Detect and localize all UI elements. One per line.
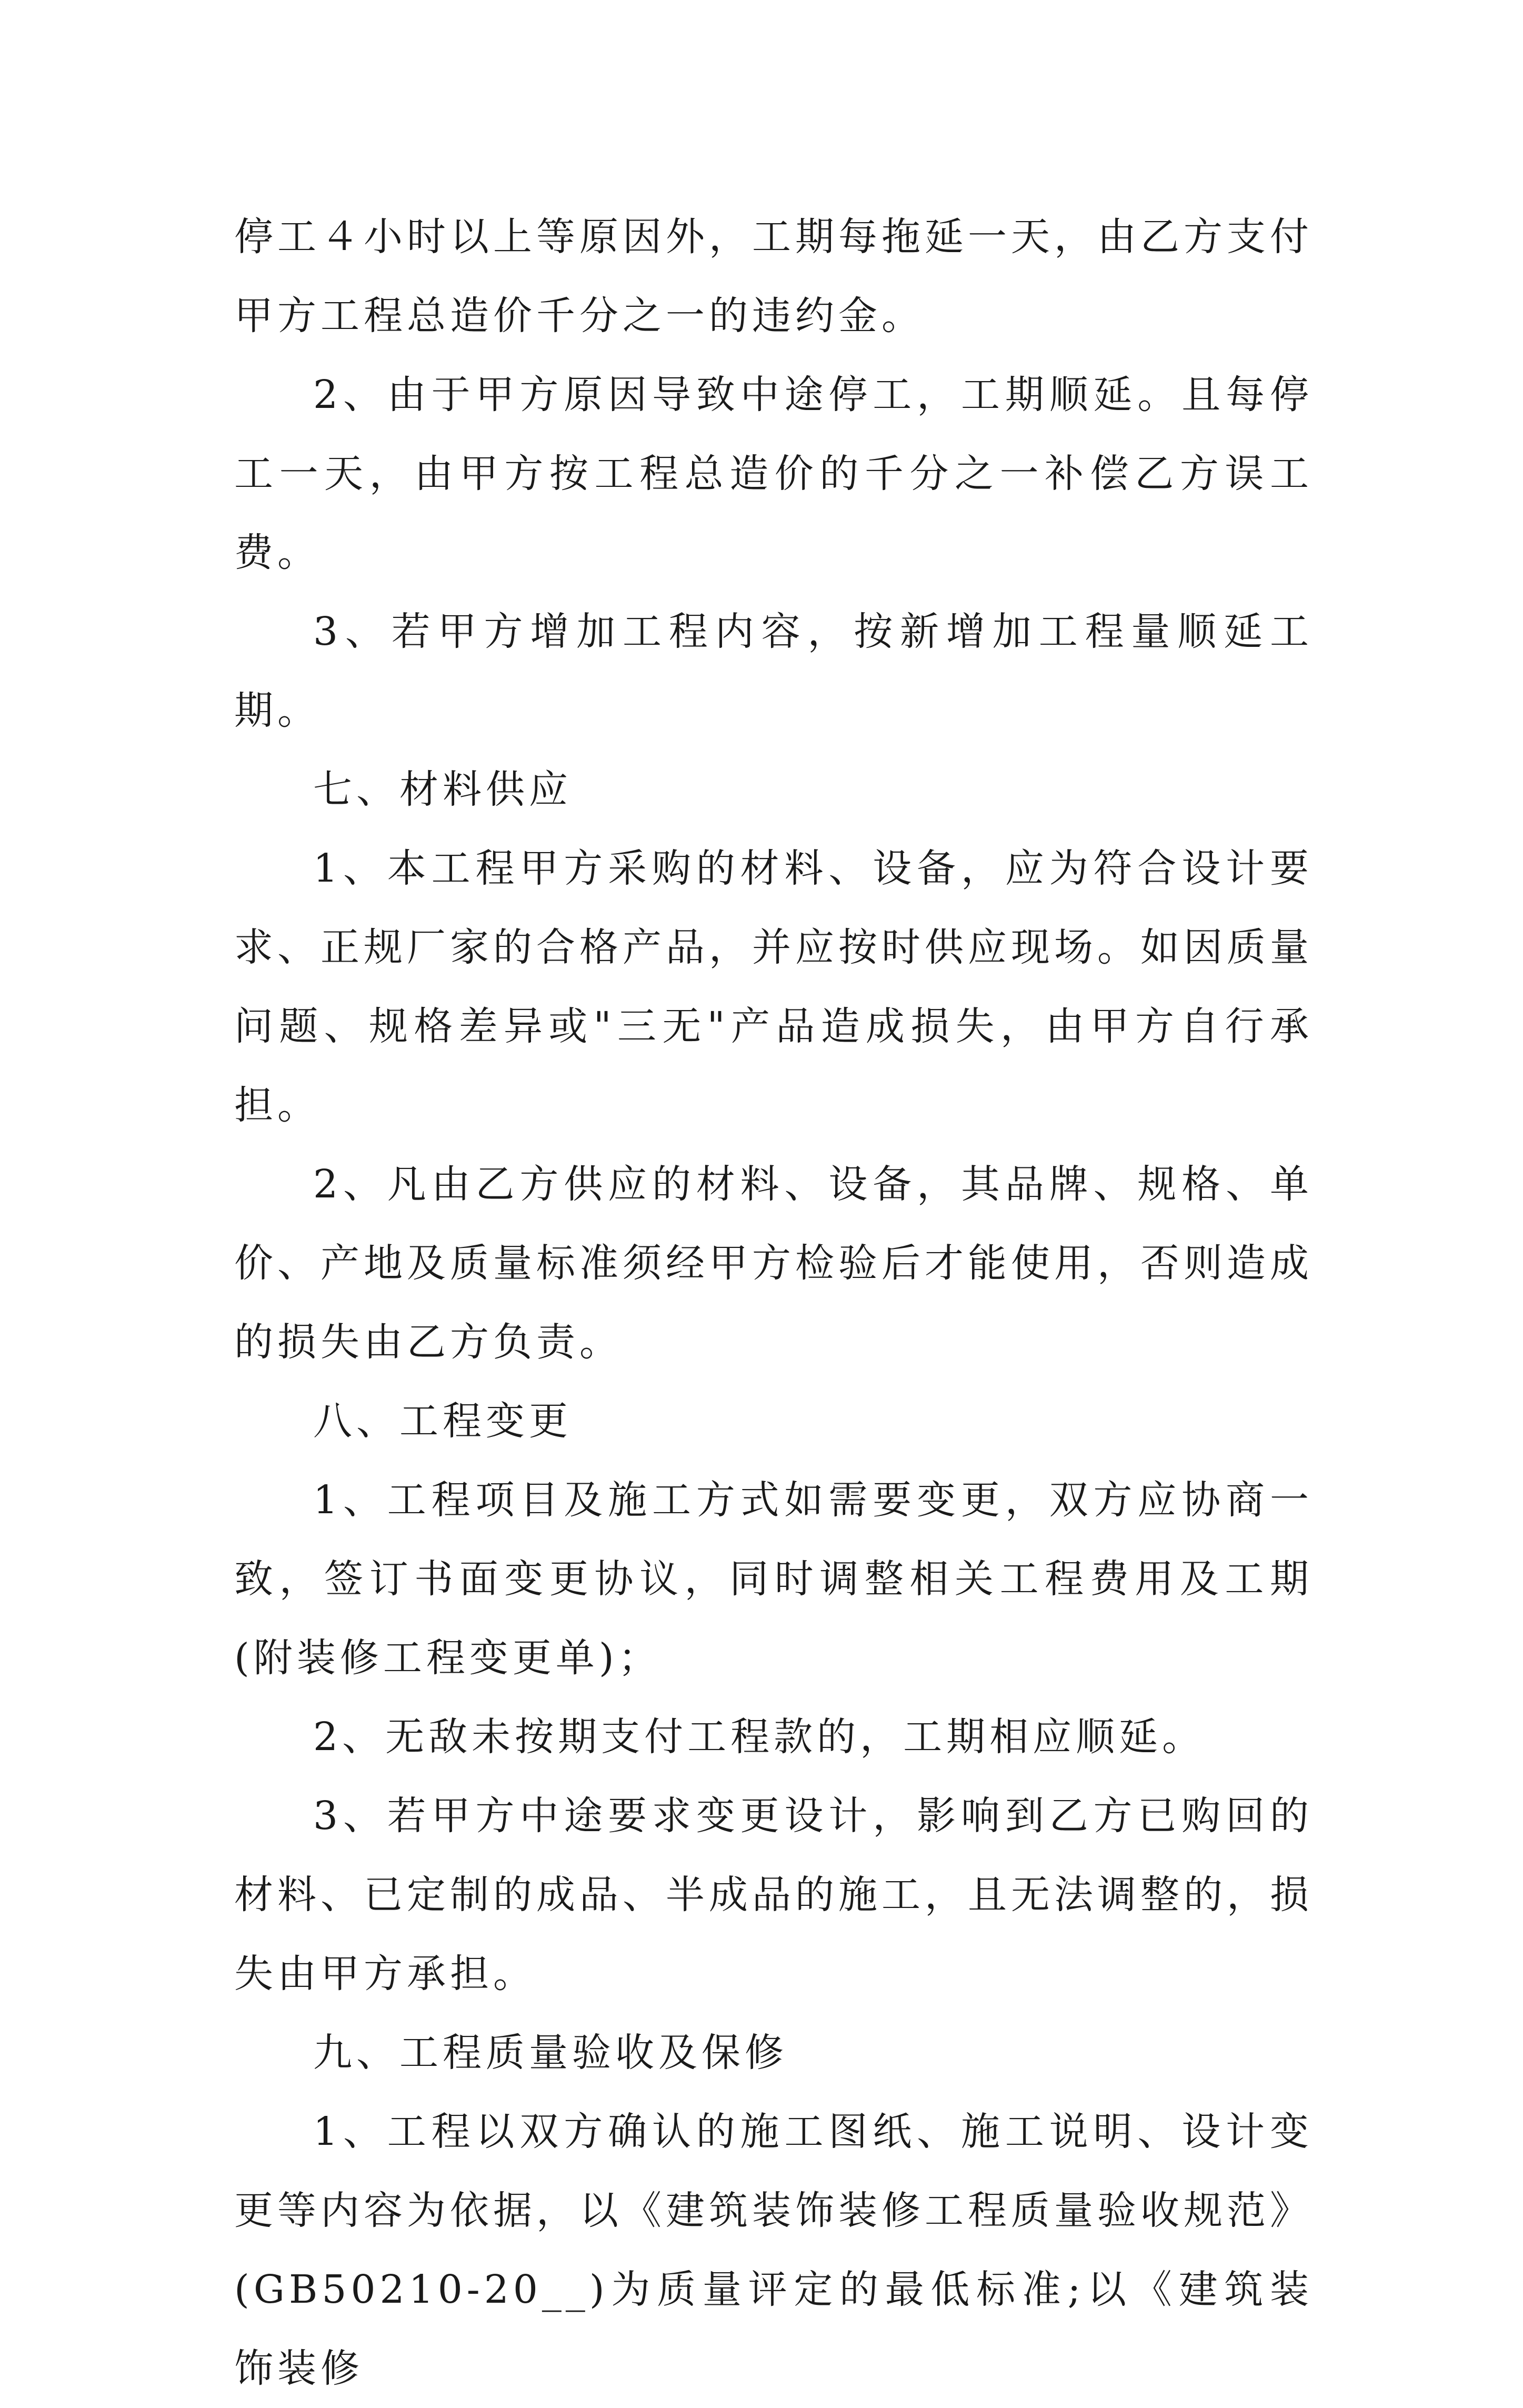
paragraph-quality-standard: 1、工程以双方确认的施工图纸、施工说明、设计变更等内容为依据，以《建筑装饰装修工程质量验收规范》(GB50210-20__)为质量评定的最低标准;以《建筑装饰装修 [234, 2109, 1313, 2391]
paragraph-delay-compensation: 2、由于甲方原因导致中途停工，工期顺延。且每停工一天，由甲方按工程总造价的千分之一补偿乙方误工费。 [234, 372, 1313, 575]
section-heading-changes: 八、工程变更 [313, 1398, 572, 1444]
paragraph-continuation: 停工４小时以上等原因外，工期每拖延一天，由乙方支付甲方工程总造价千分之一的违约金。 [234, 214, 1313, 338]
paragraph-party-b-materials: 2、凡由乙方供应的材料、设备，其品牌、规格、单价、产地及质量标准须经甲方检验后才能使用，否则造成的损失由乙方负责。 [234, 1162, 1313, 1365]
section-heading-materials: 七、材料供应 [313, 767, 572, 812]
paragraph-design-change: 3、若甲方中途要求变更设计，影响到乙方已购回的材料、已定制的成品、半成品的施工，且无法调整的，损失由甲方承担。 [234, 1793, 1313, 1996]
paragraph-payment-delay: 2、无敌未按期支付工程款的，工期相应顺延。 [313, 1714, 1206, 1760]
paragraph-added-work: 3、若甲方增加工程内容，按新增加工程量顺延工期。 [234, 609, 1313, 733]
document-body [234, 197, 1313, 2408]
paragraph-party-a-materials: 1、本工程甲方采购的材料、设备，应为符合设计要求、正规厂家的合格产品，并应按时供应现场。如因质量问题、规格差异或"三无"产品造成损失，由甲方自行承担。 [234, 846, 1313, 1128]
section-heading-quality: 九、工程质量验收及保修 [313, 2030, 788, 2075]
paragraph-change-agreement: 1、工程项目及施工方式如需要变更，双方应协商一致，签订书面变更协议，同时调整相关工程费用及工期(附装修工程变更单)； [234, 1477, 1313, 1681]
